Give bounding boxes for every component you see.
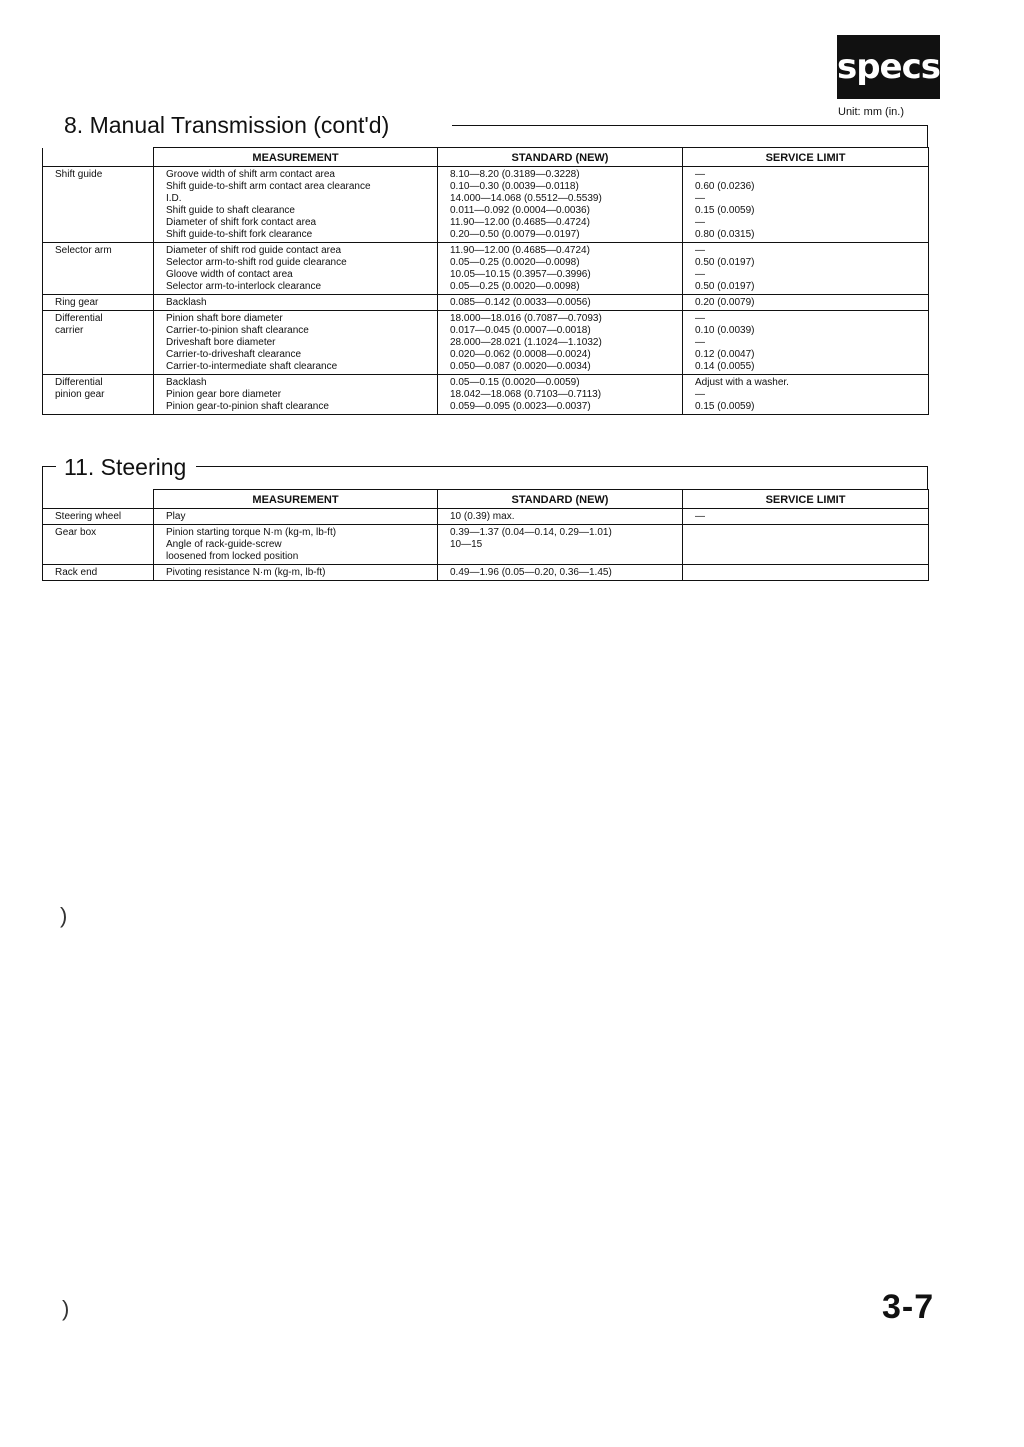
limit-line: 0.14 (0.0055) bbox=[695, 361, 755, 372]
standard-cell bbox=[438, 167, 683, 243]
steering-frame-left bbox=[42, 466, 43, 490]
manual-header-limit: SERVICE LIMIT bbox=[683, 148, 929, 167]
margin-mark-lower: ) bbox=[62, 1296, 70, 1321]
steering-header-standard: STANDARD (NEW) bbox=[438, 490, 683, 509]
item-line: Differential bbox=[55, 377, 103, 388]
limit-line: 0.15 (0.0059) bbox=[695, 401, 755, 412]
steering-header-item bbox=[43, 490, 154, 509]
item-line: Ring gear bbox=[55, 297, 99, 308]
measurement-cell bbox=[154, 525, 438, 565]
limit-line: 0.15 (0.0059) bbox=[695, 205, 755, 216]
measurement-line: Shift guide-to-shift arm contact area clearance bbox=[166, 181, 371, 192]
item-cell bbox=[43, 243, 154, 295]
limit-cell bbox=[683, 167, 929, 243]
table-row bbox=[43, 295, 929, 311]
standard-line: 0.050—0.087 (0.0020—0.0034) bbox=[450, 361, 591, 372]
measurement-line: Pinion starting torque N·m (kg-m, lb-ft) bbox=[166, 527, 337, 538]
measurement-line: Pinion shaft bore diameter bbox=[166, 313, 283, 324]
standard-line: 18.042—18.068 (0.7103—0.7113) bbox=[450, 389, 602, 400]
measurement-line: Shift guide to shaft clearance bbox=[166, 205, 295, 216]
specs-badge: specs bbox=[837, 35, 940, 99]
limit-cell bbox=[683, 565, 929, 581]
standard-line: 11.90—12.00 (0.4685—0.4724) bbox=[450, 217, 590, 228]
limit-cell bbox=[683, 311, 929, 375]
item-line: Shift guide bbox=[55, 169, 103, 180]
measurement-line: Angle of rack-guide-screw bbox=[166, 539, 282, 550]
item-cell bbox=[43, 375, 154, 415]
standard-line: 28.000—28.021 (1.1024—1.1032) bbox=[450, 337, 602, 348]
item-cell bbox=[43, 295, 154, 311]
measurement-line: Selector arm-to-shift rod guide clearance bbox=[166, 257, 347, 268]
standard-line: 8.10—8.20 (0.3189—0.3228) bbox=[450, 169, 580, 180]
standard-cell bbox=[438, 565, 683, 581]
measurement-line: Pinion gear-to-pinion shaft clearance bbox=[166, 401, 329, 412]
limit-line bbox=[695, 527, 924, 539]
standard-line: 0.05—0.25 (0.0020—0.0098) bbox=[450, 257, 580, 268]
measurement-line: Carrier-to-pinion shaft clearance bbox=[166, 325, 309, 336]
standard-line: 0.085—0.142 (0.0033—0.0056) bbox=[450, 297, 591, 308]
margin-mark-upper: ) bbox=[60, 903, 68, 928]
limit-line: — bbox=[695, 217, 705, 228]
standard-line: 0.059—0.095 (0.0023—0.0037) bbox=[450, 401, 591, 412]
limit-line: 0.20 (0.0079) bbox=[695, 297, 755, 308]
limit-line: — bbox=[695, 193, 705, 204]
manual-header-measurement: MEASUREMENT bbox=[154, 148, 438, 167]
standard-line: 0.49—1.96 (0.05—0.20, 0.36—1.45) bbox=[450, 567, 612, 578]
limit-cell bbox=[683, 375, 929, 415]
standard-line: 0.39—1.37 (0.04—0.14, 0.29—1.01) bbox=[450, 527, 612, 538]
table-row bbox=[43, 565, 929, 581]
item-line: carrier bbox=[55, 325, 84, 336]
standard-cell bbox=[438, 375, 683, 415]
measurement-line: Selector arm-to-interlock clearance bbox=[166, 281, 322, 292]
standard-cell bbox=[438, 509, 683, 525]
limit-line: Adjust with a washer. bbox=[695, 377, 789, 388]
limit-line: — bbox=[695, 511, 705, 522]
standard-line: 0.017—0.045 (0.0007—0.0018) bbox=[450, 325, 591, 336]
measurement-line: Shift guide-to-shift fork clearance bbox=[166, 229, 313, 240]
limit-line: 0.10 (0.0039) bbox=[695, 325, 755, 336]
standard-line: 0.10—0.30 (0.0039—0.0118) bbox=[450, 181, 579, 192]
steering-spec-table bbox=[42, 489, 929, 581]
limit-cell bbox=[683, 243, 929, 295]
limit-line: — bbox=[695, 245, 705, 256]
manual-frame-right bbox=[927, 125, 928, 147]
measurement-line: Backlash bbox=[166, 377, 207, 388]
standard-cell bbox=[438, 243, 683, 295]
standard-line: 0.011—0.092 (0.0004—0.0036) bbox=[450, 205, 590, 216]
table-row bbox=[43, 311, 929, 375]
item-cell bbox=[43, 565, 154, 581]
standard-line: 0.05—0.15 (0.0020—0.0059) bbox=[450, 377, 580, 388]
standard-line: 0.020—0.062 (0.0008—0.0024) bbox=[450, 349, 591, 360]
limit-line: 0.50 (0.0197) bbox=[695, 281, 755, 292]
measurement-line: Pinion gear bore diameter bbox=[166, 389, 282, 400]
measurement-line: Carrier-to-intermediate shaft clearance bbox=[166, 361, 338, 372]
measurement-line: Pivoting resistance N·m (kg-m, lb-ft) bbox=[166, 567, 326, 578]
limit-cell bbox=[683, 295, 929, 311]
page-number: 3-7 bbox=[882, 1288, 935, 1326]
limit-cell bbox=[683, 525, 929, 565]
steering-header-row bbox=[43, 490, 929, 509]
unit-label: Unit: mm (in.) bbox=[838, 106, 904, 118]
item-cell bbox=[43, 525, 154, 565]
manual-header-item bbox=[43, 148, 154, 167]
measurement-line: Diameter of shift rod guide contact area bbox=[166, 245, 342, 256]
table-row bbox=[43, 525, 929, 565]
measurement-cell bbox=[154, 565, 438, 581]
item-line: Rack end bbox=[55, 567, 98, 578]
limit-line: — bbox=[695, 337, 705, 348]
measurement-line: Groove width of shift arm contact area bbox=[166, 169, 335, 180]
limit-line: 0.50 (0.0197) bbox=[695, 257, 755, 268]
measurement-cell bbox=[154, 509, 438, 525]
measurement-line: Backlash bbox=[166, 297, 207, 308]
manual-section-title: 8. Manual Transmission (cont'd) bbox=[64, 114, 399, 137]
limit-line: — bbox=[695, 269, 705, 280]
standard-cell bbox=[438, 311, 683, 375]
manual-header-standard: STANDARD (NEW) bbox=[438, 148, 683, 167]
standard-line: 10 (0.39) max. bbox=[450, 511, 515, 522]
steering-header-limit: SERVICE LIMIT bbox=[683, 490, 929, 509]
measurement-line: loosened from locked position bbox=[166, 551, 299, 562]
limit-line: — bbox=[695, 389, 705, 400]
manual-header-row bbox=[43, 148, 929, 167]
table-row bbox=[43, 375, 929, 415]
steering-section-title: 11. Steering bbox=[56, 456, 196, 479]
standard-line: 10—15 bbox=[450, 539, 483, 550]
manual-spec-table bbox=[42, 147, 929, 415]
standard-cell bbox=[438, 525, 683, 565]
measurement-line: Diameter of shift fork contact area bbox=[166, 217, 317, 228]
measurement-line: I.D. bbox=[166, 193, 182, 204]
item-line: Steering wheel bbox=[55, 511, 122, 522]
limit-line: 0.60 (0.0236) bbox=[695, 181, 755, 192]
measurement-cell bbox=[154, 295, 438, 311]
measurement-cell bbox=[154, 243, 438, 295]
standard-cell bbox=[438, 295, 683, 311]
item-cell bbox=[43, 509, 154, 525]
limit-line: — bbox=[695, 313, 705, 324]
item-cell bbox=[43, 167, 154, 243]
measurement-cell bbox=[154, 167, 438, 243]
limit-line: 0.12 (0.0047) bbox=[695, 349, 755, 360]
standard-line: 14.000—14.068 (0.5512—0.5539) bbox=[450, 193, 602, 204]
measurement-line: Carrier-to-driveshaft clearance bbox=[166, 349, 302, 360]
measurement-line: Play bbox=[166, 511, 186, 522]
steering-frame-right bbox=[927, 466, 928, 490]
measurement-cell bbox=[154, 311, 438, 375]
limit-cell bbox=[683, 509, 929, 525]
limit-line: 0.80 (0.0315) bbox=[695, 229, 755, 240]
item-line: pinion gear bbox=[55, 389, 105, 400]
steering-table-body bbox=[43, 509, 929, 581]
standard-line: 10.05—10.15 (0.3957—0.3996) bbox=[450, 269, 591, 280]
table-row bbox=[43, 509, 929, 525]
limit-line: — bbox=[695, 169, 705, 180]
manual-table-body bbox=[43, 167, 929, 415]
table-row bbox=[43, 243, 929, 295]
measurement-line: Driveshaft bore diameter bbox=[166, 337, 276, 348]
measurement-line: Gloove width of contact area bbox=[166, 269, 293, 280]
table-row bbox=[43, 167, 929, 243]
standard-line: 11.90—12.00 (0.4685—0.4724) bbox=[450, 245, 590, 256]
standard-line: 0.20—0.50 (0.0079—0.0197) bbox=[450, 229, 580, 240]
steering-header-measurement: MEASUREMENT bbox=[154, 490, 438, 509]
item-line: Differential bbox=[55, 313, 103, 324]
limit-line bbox=[695, 567, 924, 579]
standard-line: 0.05—0.25 (0.0020—0.0098) bbox=[450, 281, 580, 292]
item-line: Gear box bbox=[55, 527, 97, 538]
measurement-cell bbox=[154, 375, 438, 415]
standard-line: 18.000—18.016 (0.7087—0.7093) bbox=[450, 313, 602, 324]
item-line: Selector arm bbox=[55, 245, 112, 256]
item-cell bbox=[43, 311, 154, 375]
manual-title-rule bbox=[452, 125, 928, 126]
